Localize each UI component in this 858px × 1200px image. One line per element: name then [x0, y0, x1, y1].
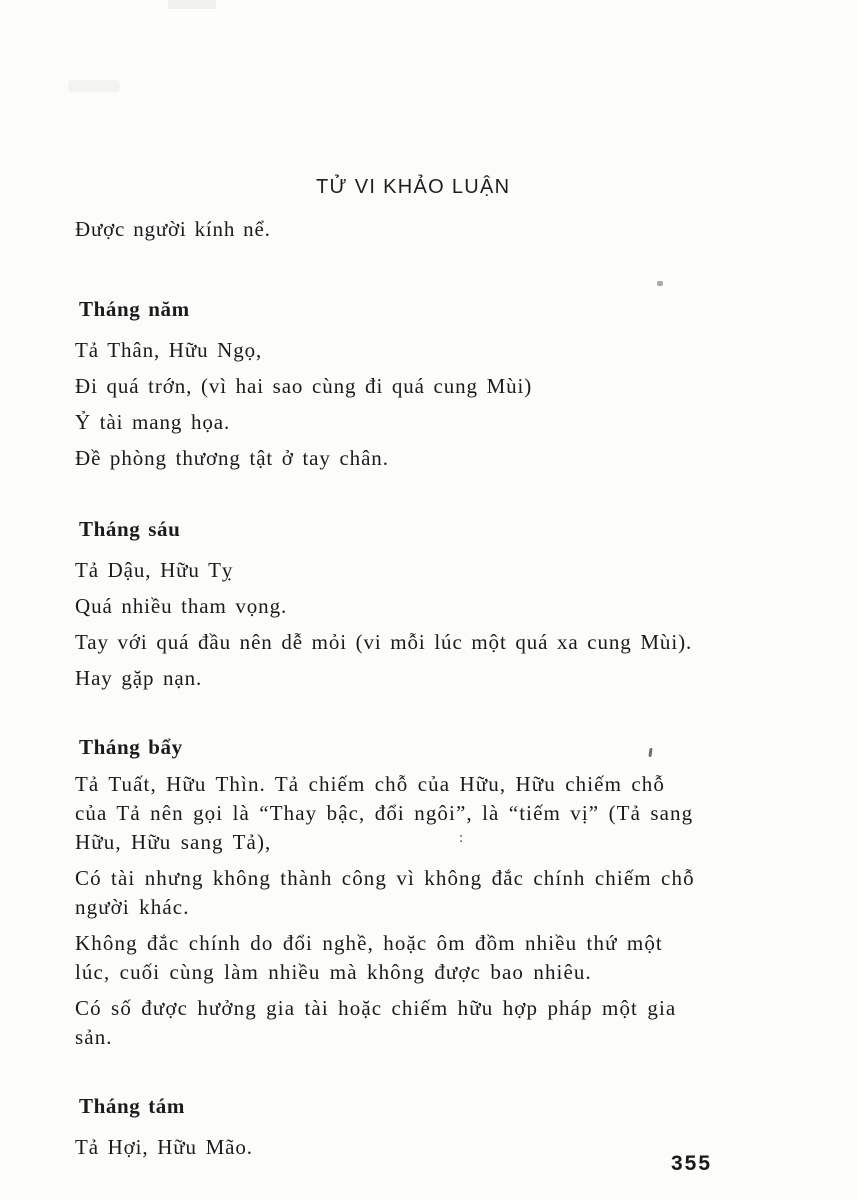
section-body	[75, 552, 798, 696]
paragraph-line: Hữu, Hữu sang Tả),	[75, 830, 272, 854]
text-line: Tả Dậu, Hữu Tỵ	[75, 558, 234, 582]
section-body	[75, 332, 798, 476]
scan-speck	[657, 281, 663, 286]
text-line: Hay gặp nạn.	[75, 666, 203, 690]
intro-line: Được người kính nể.	[75, 217, 271, 241]
paragraph	[75, 929, 798, 987]
text-line: Quá nhiều tham vọng.	[75, 594, 288, 618]
paragraph-line: Có tài nhưng không thành công vì không đắc chính chiếm chỗ	[75, 866, 695, 890]
section-heading: Tháng bẩy	[79, 735, 183, 759]
text-line: Ỷ tài mang họa.	[75, 410, 231, 434]
paragraph	[75, 770, 798, 857]
text-line: Tay với quá đầu nên dễ mỏi (vi mỗi lúc một quá xa cung Mùi).	[75, 630, 693, 654]
text-line: Đi quá trớn, (vì hai sao cùng đi quá cung Mùi)	[75, 374, 533, 398]
text-line: Tả Hợi, Hữu Mão.	[75, 1135, 253, 1159]
page-number: 355	[671, 1152, 713, 1175]
scan-speck: :	[459, 830, 464, 846]
page-title: TỬ VI KHẢO LUẬN	[316, 176, 511, 198]
paragraph	[75, 864, 798, 922]
section-heading: Tháng sáu	[79, 517, 181, 541]
paragraph-line: lúc, cuối cùng làm nhiều mà không được bao nhiêu.	[75, 960, 592, 984]
section-heading: Tháng tám	[79, 1094, 186, 1118]
scan-smudge	[68, 80, 120, 92]
text-line: Đề phòng thương tật ở tay chân.	[75, 446, 389, 470]
section-thang-nam	[75, 296, 798, 476]
section-body	[75, 770, 798, 1052]
paragraph-line: của Tả nên gọi là “Thay bậc, đổi ngôi”, là “tiếm vị” (Tả sang	[75, 801, 694, 825]
section-thang-bay	[75, 734, 798, 1059]
scan-smudge	[168, 0, 216, 9]
paragraph-line: Tả Tuất, Hữu Thìn. Tả chiếm chỗ của Hữu, Hữu chiếm chỗ	[75, 772, 666, 796]
section-heading: Tháng năm	[79, 297, 190, 321]
paragraph-line: người khác.	[75, 895, 190, 919]
paragraph-line: Có số được hưởng gia tài hoặc chiếm hữu hợp pháp một gia	[75, 996, 677, 1020]
paragraph-line: Không đắc chính do đổi nghề, hoặc ôm đồm nhiều thứ một	[75, 931, 663, 955]
text-line: Tả Thân, Hữu Ngọ,	[75, 338, 263, 362]
section-thang-sau	[75, 516, 798, 696]
paragraph-line: sản.	[75, 1025, 113, 1049]
paragraph	[75, 994, 798, 1052]
